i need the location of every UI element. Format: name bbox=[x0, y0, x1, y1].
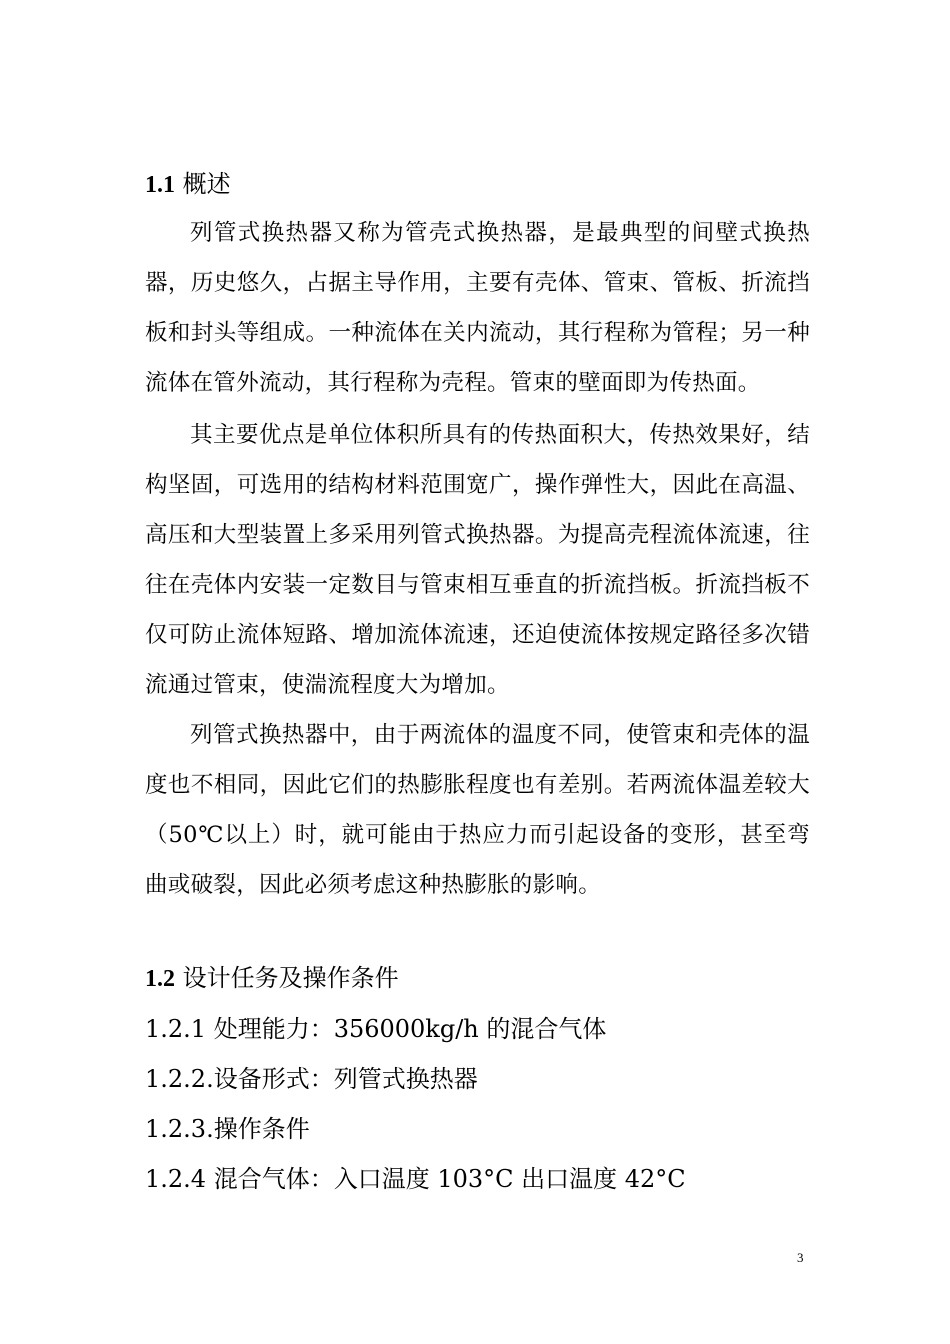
paragraph-intro: 列管式换热器又称为管壳式换热器，是最典型的间壁式换热器，历史悠久，占据主导作用，主要有壳体、管束、管板、折流挡板和封头等组成。一种流体在关内流动，其行程称为管程；另一种流体在管外流动，其行程称为壳程。管束的壁面即为传热面。 bbox=[145, 220, 810, 396]
page-number: 3 bbox=[797, 1250, 804, 1265]
section-title: 设计任务及操作条件 bbox=[182, 964, 399, 992]
section-heading-1-2 bbox=[145, 962, 399, 995]
section-number: 1.1 bbox=[145, 172, 175, 198]
section-number: 1.2 bbox=[145, 966, 175, 992]
section-heading-1-1 bbox=[145, 168, 231, 201]
task-item-gas-temperatures: 1.2.4 混合气体：入口温度 103°C 出口温度 42°C bbox=[145, 1165, 686, 1193]
paragraph-advantages: 其主要优点是单位体积所具有的传热面积大，传热效果好，结构坚固，可选用的结构材料范围宽广，操作弹性大，因此在高温、高压和大型装置上多采用列管式换热器。为提高壳程流体流速，往往在壳体内安装一定数目与管束相互垂直的折流挡板。折流挡板不仅可防止流体短路、增加流体流速，还迫使流体按规定路径多次错流通过管束，使湍流程度大为增加。 bbox=[145, 422, 810, 698]
paragraph-thermal-expansion: 列管式换热器中，由于两流体的温度不同，使管束和壳体的温度也不相同，因此它们的热膨胀程度也有差别。若两流体温差较大（50℃以上）时，就可能由于热应力而引起设备的变形，甚至弯曲或破裂，因此必须考虑这种热膨胀的影响。 bbox=[145, 722, 810, 898]
task-item-equipment-type: 1.2.2.设备形式：列管式换热器 bbox=[145, 1065, 478, 1093]
task-item-capacity: 1.2.1 处理能力：356000kg/h 的混合气体 bbox=[145, 1015, 607, 1043]
task-item-operating-conditions: 1.2.3.操作条件 bbox=[145, 1115, 310, 1143]
section-title: 概述 bbox=[182, 170, 231, 198]
